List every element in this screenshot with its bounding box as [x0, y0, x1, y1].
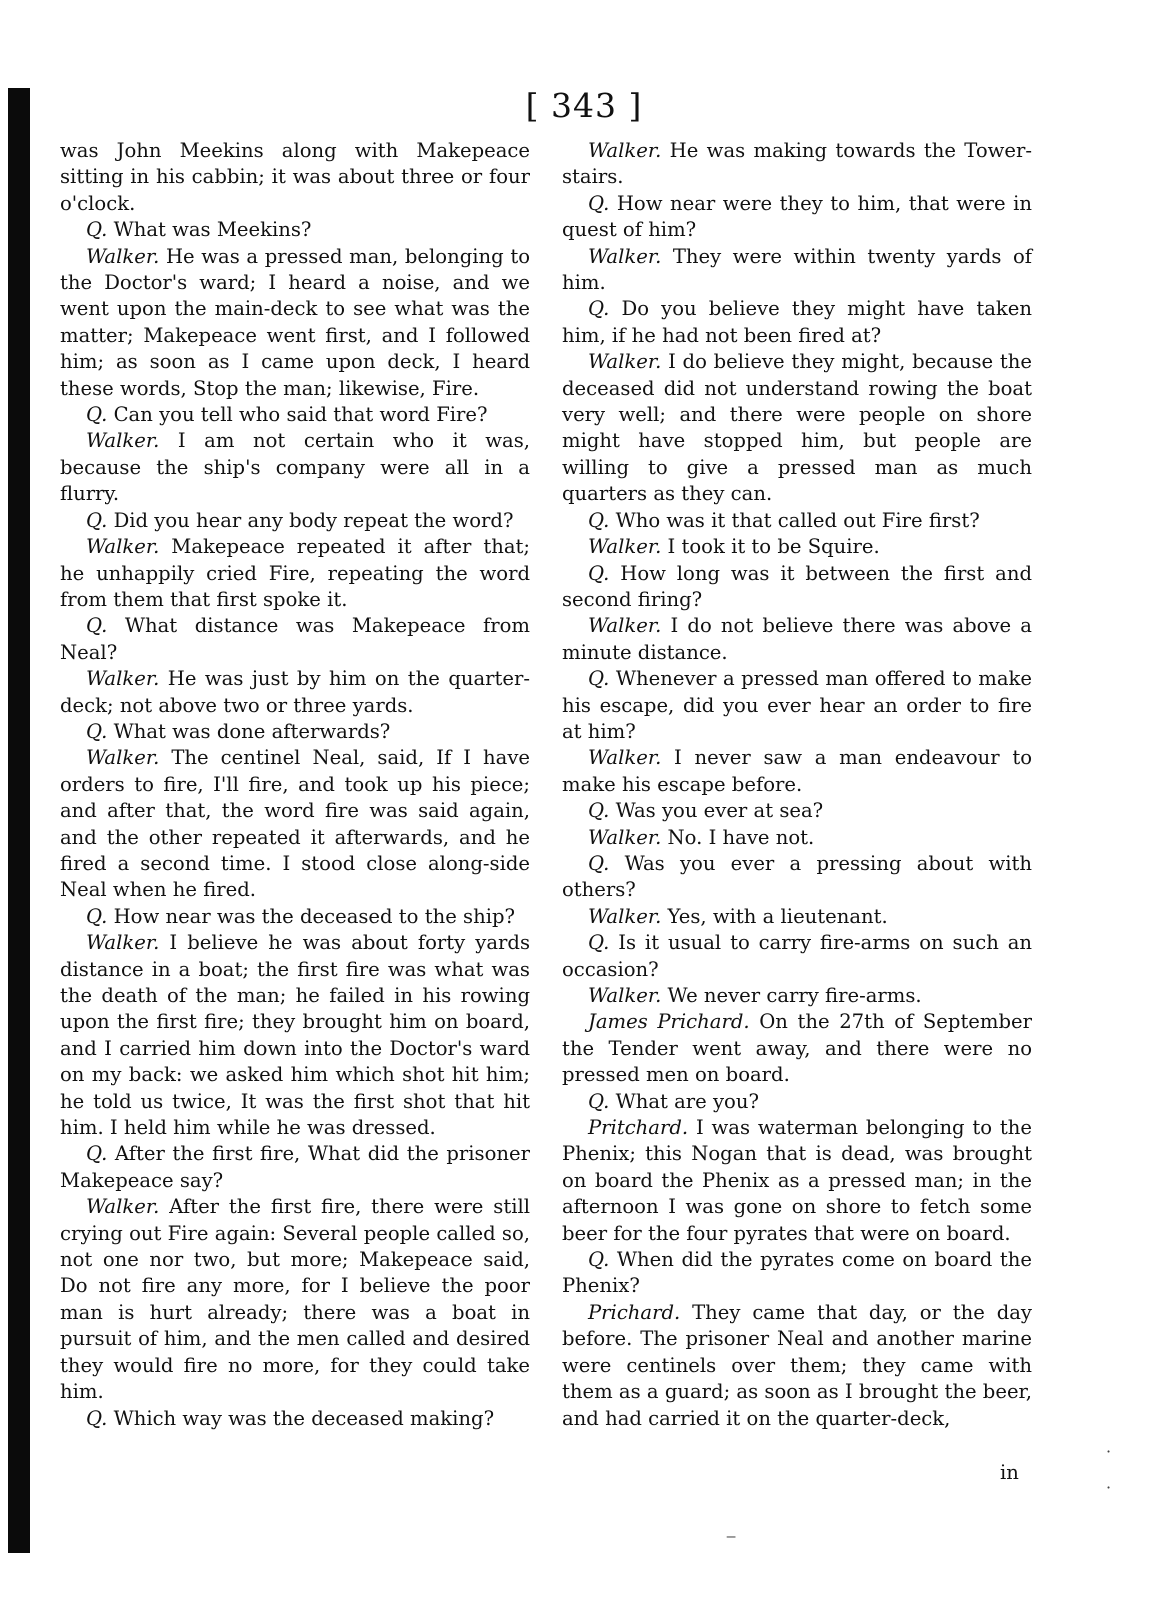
paragraph-text: Was you ever at sea? — [615, 799, 824, 823]
paragraph-text: I never saw a man endeavour to make his escape before. — [562, 746, 1032, 796]
paragraph-text: They were within twenty yards of him. — [562, 244, 1032, 295]
paragraph-text: Do you believe they might have taken him, if he had not been fired at? — [562, 297, 1032, 347]
speaker-label: Q. — [86, 1406, 108, 1430]
speaker-label: Walker. — [588, 984, 662, 1007]
paragraph-text: On the 27th of September the Tender went away, and there were no pressed men on board. — [562, 1010, 1032, 1087]
speaker-label: James Prichard. — [588, 1010, 750, 1034]
paragraph — [60, 402, 530, 428]
paragraph — [562, 613, 1032, 666]
paragraph-text: When did the pyrates come on board the Phenix? — [562, 1248, 1032, 1298]
paragraph-text: was John Meekins along with Makepeace sitting in his cabbin; it was about three or four o'clock. — [60, 139, 530, 215]
speaker-label: Q. — [86, 719, 108, 743]
speaker-label: Q. — [588, 1248, 610, 1272]
speaker-label: Walker. — [588, 614, 662, 638]
speaker-label: Walker. — [86, 667, 160, 691]
paragraph-text: They came that day, or the day before. The prisoner Neal and another marine were centinels over them; they came with them as a guard; as soon as I brought the beer, and had carried it on the quarter-deck, — [562, 1300, 1032, 1430]
paragraph-text: Yes, with a lieutenant. — [667, 904, 888, 928]
paragraph-text: Who was it that called out Fire first? — [615, 508, 980, 532]
speaker-label: Q. — [588, 931, 610, 955]
speaker-label: Pritchard. — [588, 1116, 689, 1140]
speaker-label: Q. — [588, 799, 610, 823]
paragraph-text: Whenever a pressed man offered to make his escape, did you ever hear an order to fire at him? — [562, 667, 1032, 743]
paragraph — [562, 508, 1032, 534]
paragraph-text: I believe he was about forty yards distance in a boat; the first fire was what was the death of the man; he failed in his rowing upon the first fire; they brought him on board, and I carried him down into the Doctor's ward on my back: we asked him which shot hit him; he told us twice, It was the first shot that hit him. I held him while he was dressed. — [60, 931, 530, 1140]
paragraph-text: Which way was the deceased making? — [113, 1406, 495, 1430]
speaker-label: Q. — [86, 218, 108, 242]
paragraph-text: He was making towards the Tower-stairs. — [562, 139, 1032, 189]
paragraph — [562, 561, 1032, 614]
paragraph — [562, 983, 1032, 1009]
speaker-label: Walker. — [588, 904, 662, 928]
paragraph — [562, 1115, 1032, 1247]
speaker-label: Walker. — [588, 350, 662, 374]
paragraph-text: He was just by him on the quarter-deck; not above two or three yards. — [60, 667, 530, 717]
paragraph-text: I am not certain who it was, because the ship's company were all in a flurry. — [60, 429, 530, 506]
paragraph-text: Makepeace repeated it after that; he unhappily cried Fire, repeating the word from them that first spoke it. — [60, 535, 530, 611]
paragraph-text: After the first fire, there were still crying out Fire again: Several people called so, not one nor two, but more; Makepeace said, Do not fire any more, for I believe the poor man is hurt already; there was a boat in pursuit of him, and the men called and desired they would fire no more, for they could take him. — [60, 1195, 530, 1404]
paragraph-text: No. I have not. — [667, 825, 815, 849]
paragraph — [562, 349, 1032, 507]
speaker-label: Q. — [86, 904, 108, 928]
paragraph — [562, 666, 1032, 745]
paragraph — [562, 745, 1032, 798]
paragraph-text: Is it usual to carry fire-arms on such an occasion? — [562, 931, 1033, 981]
paragraph — [562, 1089, 1032, 1115]
speaker-label: Walker. — [588, 139, 662, 162]
page-number: [ 343 ] — [525, 86, 643, 125]
paragraph — [60, 428, 530, 507]
speaker-label: Q. — [588, 508, 610, 532]
paragraph — [60, 666, 530, 719]
paragraph — [60, 138, 530, 217]
paragraph-text: I was waterman belonging to the Phenix; this Nogan that is dead, was brought on board the Phenix as a pressed man; in the afternoon I was gone on shore to fetch some beer for the four pyrates that were on board. — [562, 1116, 1033, 1245]
paragraph — [562, 534, 1032, 560]
paragraph-text: What distance was Makepeace from Neal? — [60, 614, 530, 664]
paragraph-text: I do believe they might, because the deceased did not understand rowing the boat very well; and there were people on shore might have stopped him, but people are willing to give a pressed man as much quarters as they can. — [562, 350, 1032, 506]
paragraph — [60, 613, 530, 666]
speaker-label: Q. — [588, 851, 610, 875]
speaker-label: Walker. — [86, 931, 160, 955]
paragraph — [60, 1141, 530, 1194]
speaker-label: Q. — [588, 1089, 610, 1113]
speaker-label: Q. — [86, 403, 108, 427]
stray-mark: ‒ — [726, 1526, 737, 1545]
paragraph-text: Can you tell who said that word Fire? — [113, 403, 488, 427]
paragraph — [60, 244, 530, 402]
paragraph-text: What are you? — [615, 1089, 759, 1113]
speaker-label: Walker. — [86, 244, 160, 268]
speaker-label: Prichard. — [588, 1300, 681, 1324]
paragraph-text: How near was the deceased to the ship? — [113, 904, 516, 928]
speaker-label: Q. — [588, 561, 610, 585]
paragraph — [562, 1009, 1032, 1088]
paragraph — [562, 904, 1032, 930]
speaker-label: Walker. — [86, 429, 160, 453]
right-column — [562, 138, 1032, 1432]
speaker-label: Walker. — [588, 535, 662, 559]
paragraph — [562, 191, 1032, 244]
margin-dot: · — [1106, 1442, 1112, 1461]
paragraph-text: He was a pressed man, belonging to the Doctor's ward; I heard a noise, and we went upon the main-deck to see what was the matter; Makepeace went first, and I followed him; as soon as I came upon deck, I heard these words, Stop the man; likewise, Fire. — [60, 244, 530, 400]
paragraph — [60, 904, 530, 930]
paragraph — [60, 534, 530, 613]
speaker-label: Walker. — [86, 1195, 160, 1219]
speaker-label: Q. — [588, 667, 610, 691]
paragraph — [60, 930, 530, 1141]
paragraph-text: After the first fire, What did the prisoner Makepeace say? — [60, 1142, 530, 1192]
paragraph-text: Was you ever a pressing about with others? — [562, 851, 1032, 902]
paragraph — [60, 508, 530, 534]
speaker-label: Walker. — [588, 825, 662, 849]
paragraph — [562, 296, 1032, 349]
paragraph — [60, 1194, 530, 1405]
left-column — [60, 138, 530, 1432]
paragraph-text: I took it to be Squire. — [667, 535, 880, 559]
paragraph-text: The centinel Neal, said, If I have orders to fire, I'll fire, and took up his piece; and after that, the word fire was said again, and the other repeated it afterwards, and he fired a second time. I stood close along-side Neal when he fired. — [60, 746, 530, 902]
paragraph — [562, 798, 1032, 824]
speaker-label: Q. — [86, 508, 108, 532]
scan-edge-shadow — [8, 88, 30, 1553]
paragraph — [562, 851, 1032, 904]
paragraph — [562, 930, 1032, 983]
paragraph-text: Did you hear any body repeat the word? — [113, 508, 514, 532]
paragraph-text: I do not believe there was above a minute distance. — [562, 614, 1032, 664]
paragraph-text: What was done afterwards? — [113, 719, 391, 743]
speaker-label: Walker. — [86, 535, 160, 559]
speaker-label: Walker. — [86, 746, 160, 770]
paragraph — [60, 745, 530, 903]
speaker-label: Q. — [588, 297, 610, 321]
speaker-label: Q. — [86, 614, 108, 638]
paragraph-text: How long was it between the first and second firing? — [562, 561, 1032, 611]
paragraph — [562, 244, 1032, 297]
paragraph-text: How near were they to him, that were in quest of him? — [562, 191, 1032, 242]
paragraph — [562, 825, 1032, 851]
margin-dot: · — [1106, 1478, 1112, 1497]
paragraph — [60, 1406, 530, 1432]
speaker-label: Walker. — [588, 746, 662, 770]
paragraph — [60, 217, 530, 243]
speaker-label: Q. — [588, 191, 610, 215]
paragraph — [562, 1300, 1032, 1432]
paragraph-text: What was Meekins? — [113, 218, 312, 242]
paragraph — [60, 719, 530, 745]
speaker-label: Walker. — [588, 244, 662, 268]
paragraph — [562, 1247, 1032, 1300]
paragraph-text: We never carry fire-arms. — [667, 984, 922, 1007]
speaker-label: Q. — [86, 1142, 108, 1166]
catchword: in — [1000, 1461, 1019, 1484]
paragraph — [562, 138, 1032, 191]
